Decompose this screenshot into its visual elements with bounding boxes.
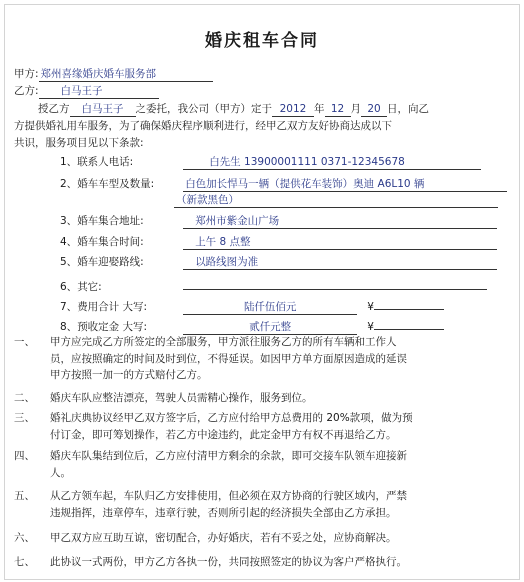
clause-line (14, 353, 407, 366)
intro-line-1 (38, 103, 429, 117)
clause-line (14, 369, 208, 382)
clause-line (14, 336, 397, 349)
clause-text: 人。 (50, 467, 71, 479)
clause-text: 甲方按照一加一的方式赔付乙方。 (50, 369, 208, 381)
clause-number: 六、 (14, 532, 35, 544)
clause-number: 一、 (14, 336, 35, 348)
clause-text: 婚礼庆典协议经甲乙双方签字后，乙方应付给甲方总费用的 20%款项，做为预 (50, 412, 413, 424)
intro-text: 授乙方 (38, 103, 70, 115)
party-b-line (14, 85, 159, 99)
clause-line (14, 467, 71, 480)
item-deposit (60, 316, 444, 335)
item-label: 其它: (77, 281, 102, 293)
clause-text: 违规指挥，违章停车，违章行驶，否则所引起的经济损失全部由乙方承担。 (50, 507, 397, 519)
clause-line (14, 412, 413, 425)
item-label: 婚车车型及数量: (77, 178, 155, 190)
clause-number: 四、 (14, 450, 35, 462)
clause-text: 婚庆车队应整洁漂亮，驾驶人员需精心操作，服务到位。 (50, 392, 313, 404)
contract-year: 2012 (272, 103, 314, 117)
item-car-models (60, 178, 507, 192)
contract-day: 20 (361, 103, 387, 117)
clause-number: 三、 (14, 412, 35, 424)
clause-number: 七、 (14, 556, 35, 568)
item-gather-time (60, 236, 497, 250)
party-b-label: 乙方: (14, 85, 39, 97)
item-label: 预收定金 大写: (77, 321, 148, 333)
intro-line-3: 共识，服务项目见以下条款: (14, 137, 144, 149)
clause-line (14, 490, 407, 503)
item-number: 4、 (60, 236, 78, 248)
item-label: 婚车集合时间: (77, 236, 144, 248)
party-a-line (14, 68, 213, 82)
item-number: 2、 (60, 178, 78, 190)
clause-line (14, 532, 397, 545)
item-contact (60, 156, 481, 170)
client-name: 白马王子 (70, 103, 136, 117)
clause-text: 员，应按照确定的时间及时到位，不得延误。如因甲方单方面原因造成的延误 (50, 353, 407, 365)
party-a-value: 郑州喜缘婚庆婚车服务部 (39, 68, 213, 82)
intro-text: 之委托，我公司（甲方）定于 (135, 103, 272, 115)
clause-line (14, 556, 407, 569)
party-b-value: 白马王子 (39, 85, 159, 99)
item-gather-address (60, 215, 497, 229)
clause-text: 婚庆车队集结到位后，乙方应付清甲方剩余的余款，即可交接车队领车迎接新 (50, 450, 407, 462)
document-title: 婚庆租车合同 (205, 31, 319, 51)
clause-line (14, 507, 397, 520)
clause-text: 从乙方领车起，车队归乙方安排使用，但必须在双方协商的行驶区域内，严禁 (50, 490, 407, 502)
item-label: 婚车集合地址: (77, 215, 144, 227)
deposit-words: 贰仟元整 (183, 321, 357, 335)
item-car-models-line2 (174, 194, 498, 208)
clause-text: 甲方应完成乙方所签定的全部服务，甲方派往服务乙方的所有车辆和工作人 (50, 336, 397, 348)
clause-text: 付订金，即可筹划操作，若乙方中途违约，此定金甲方有权不再退给乙方。 (50, 429, 397, 441)
other-notes (183, 276, 487, 290)
item-route (60, 256, 497, 270)
deposit-amount (374, 316, 444, 330)
item-label: 费用合计 大写: (77, 301, 148, 313)
car-models: 白色加长悍马一辆（提供花车装饰）奥迪 A6L10 辆 (183, 178, 507, 192)
clause-line (14, 450, 407, 463)
item-number: 6、 (60, 281, 78, 293)
gather-time: 上午 8 点整 (183, 236, 497, 250)
intro-line-2: 方提供婚礼用车服务，为了确保婚庆程序顺利进行，经甲乙双方友好协商达成以下 (14, 120, 392, 132)
clause-number: 二、 (14, 392, 35, 404)
car-models-note: （新款黑色） (174, 194, 498, 208)
item-label: 联系人电话: (77, 156, 134, 168)
year-unit: 年 (314, 103, 325, 115)
total-fee-words: 陆仟伍佰元 (183, 301, 357, 315)
month-unit: 月 (350, 103, 361, 115)
clause-line (14, 392, 313, 405)
item-total-fee (60, 296, 444, 315)
yuan-sign: ¥ (367, 321, 374, 333)
total-fee-amount (374, 296, 444, 310)
clause-text: 此协议一式两份，甲方乙方各执一份，共同按照签定的协议为客户严格执行。 (50, 556, 407, 568)
wedding-route: 以路线图为准 (183, 256, 497, 270)
clause-text: 甲乙双方应互助互谅，密切配合，办好婚庆，若有不妥之处，应协商解决。 (50, 532, 397, 544)
item-number: 7、 (60, 301, 78, 313)
gather-address: 郑州市紫金山广场 (183, 215, 497, 229)
item-number: 8、 (60, 321, 78, 333)
yuan-sign: ¥ (367, 301, 374, 313)
item-number: 5、 (60, 256, 78, 268)
intro-text: 日，向乙 (387, 103, 429, 115)
contract-month: 12 (325, 103, 351, 117)
item-number: 1、 (60, 156, 78, 168)
clause-number: 五、 (14, 490, 35, 502)
item-other (60, 276, 487, 294)
clause-line (14, 429, 397, 442)
party-a-label: 甲方: (14, 68, 39, 80)
contact-phone: 白先生 13900001111 0371-12345678 (183, 156, 481, 170)
item-number: 3、 (60, 215, 78, 227)
item-label: 婚车迎娶路线: (77, 256, 144, 268)
